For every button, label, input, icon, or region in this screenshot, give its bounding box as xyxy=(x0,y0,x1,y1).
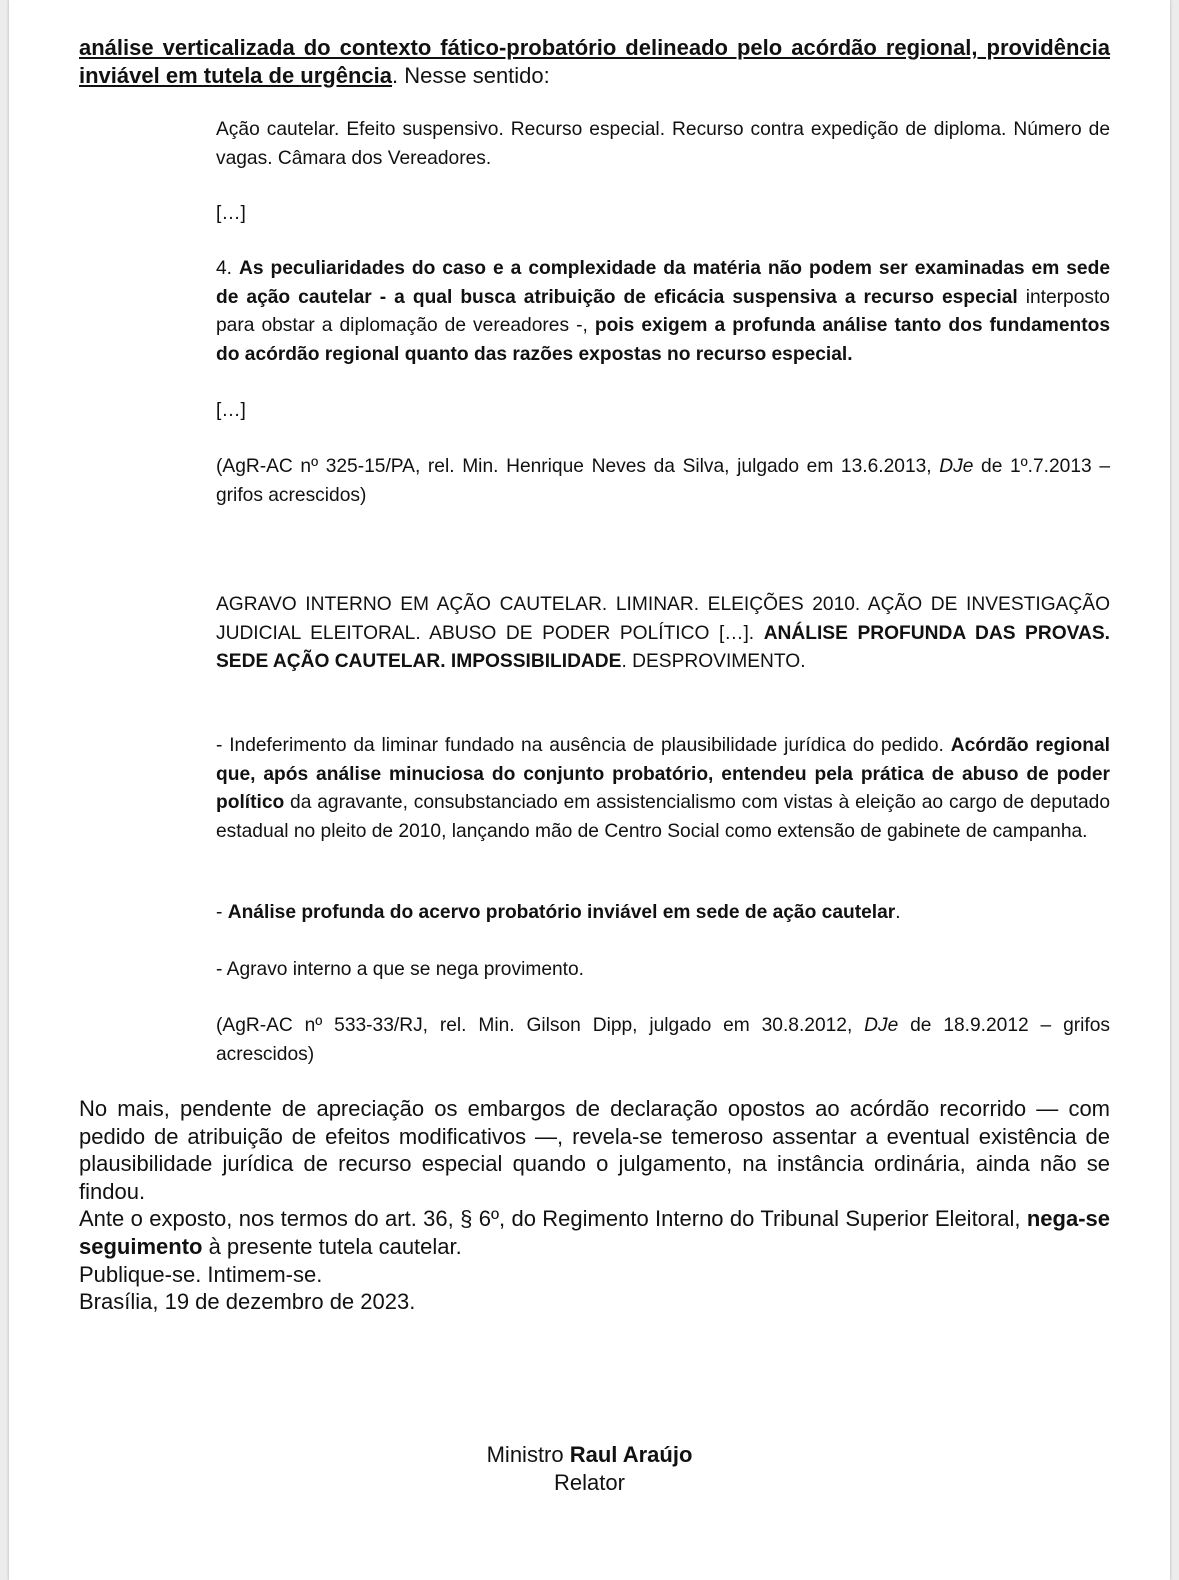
intro-underlined-text: análise verticalizada do contexto fático-probatório delineado pelo acórdão regional, providência inviável em tutela de urgência xyxy=(79,35,1110,88)
item-plain-text: interposto para obstar a diplomação de vereadores -, xyxy=(216,286,1110,337)
quote-1-ellipsis-2 xyxy=(216,397,1110,426)
p1-plain-text: - Indeferimento da liminar fundado na ausência de plausibilidade jurídica do pedido. xyxy=(216,735,951,756)
p3-text: - Agravo interno a que se nega provimento. xyxy=(216,959,584,980)
signature-role: Relator xyxy=(554,1470,625,1495)
quote-2-ementa xyxy=(216,591,1110,677)
quote-1-ementa-text: Ação cautelar. Efeito suspensivo. Recurso especial. Recurso contra expedição de diploma. Número de vagas. Câmara dos Vereadores. xyxy=(216,119,1110,169)
signature-name: Raul Araújo xyxy=(569,1442,693,1467)
closing-section xyxy=(79,1095,1110,1316)
closing-p2-bold: nega-se seguimento xyxy=(79,1206,1110,1259)
intro-tail-text: . Nesse sentido: xyxy=(392,62,550,88)
closing-p2-text-a: Ante o exposto, nos termos do art. 36, § 6º, do Regimento Interno do Tribunal Superior Eleitoral, xyxy=(79,1206,1027,1232)
item-bold-text-1: As peculiaridades do caso e a complexidade da matéria não podem ser examinadas em sede de ação cautelar - a qual busca atribuição de eficácia suspensiva a recurso especial xyxy=(216,258,1110,308)
p1-rest-text: da agravante, consubstanciado em assistencialismo com vistas à eleição ao cargo de deputado estadual no pleito de 2010, lançando mão de Centro Social como extensão de gabinete de campanha. xyxy=(216,792,1110,842)
citation-text-a: (AgR-AC nº 533-33/RJ, rel. Min. Gilson Dipp, julgado em 30.8.2012, xyxy=(216,1015,865,1036)
closing-paragraph-1: No mais, pendente de apreciação os embargos de declaração opostos ao acórdão recorrido — com pedido de atribuição de efeitos modificativos —, revela-se temeroso assentar a eventual existência de plausibilidade jurídica de recurso especial quando o julgamento, na instância ordinária, ainda não se findou. xyxy=(79,1096,1110,1204)
quote-2-paragraph-1 xyxy=(216,732,1110,846)
ementa-end-text: . DESPROVIMENTO. xyxy=(621,651,806,673)
ementa-bold-text: ANÁLISE PROFUNDA DAS PROVAS. SEDE AÇÃO CAUTELAR. IMPOSSIBILIDADE xyxy=(216,622,1110,673)
quote-1-item-4 xyxy=(216,255,1110,369)
citation-dje: DJe xyxy=(939,456,974,477)
closing-paragraph-3: Publique-se. Intimem-se. xyxy=(79,1261,323,1287)
ellipsis-text: […] xyxy=(216,400,246,421)
citation-dje: DJe xyxy=(864,1015,899,1036)
closing-paragraph-2 xyxy=(79,1205,1110,1260)
quote-2-paragraph-2 xyxy=(216,899,1110,928)
item-bold-text-2: pois exigem a profunda análise tanto dos fundamentos do acórdão regional quanto das razões expostas no recurso especial. xyxy=(216,315,1110,365)
quote-2-paragraph-3 xyxy=(216,956,1110,985)
quote-1-ellipsis-1 xyxy=(216,200,1110,229)
p2-dash: - xyxy=(216,902,228,923)
ellipsis-text: […] xyxy=(216,203,246,224)
item-number: 4. xyxy=(216,258,239,279)
citation-text-b: de 1º.7.2013 – grifos acrescidos) xyxy=(216,456,1110,506)
quote-1-citation xyxy=(216,453,1110,510)
p2-end: . xyxy=(895,902,901,923)
document-page xyxy=(9,0,1170,1580)
citation-text-b: de 18.9.2012 – grifos acrescidos) xyxy=(216,1015,1110,1065)
closing-date: Brasília, 19 de dezembro de 2023. xyxy=(79,1289,416,1315)
p2-bold-text: Análise profunda do acervo probatório inviável em sede de ação cautelar xyxy=(227,902,896,923)
closing-p2-text-b: à presente tutela cautelar. xyxy=(202,1233,462,1259)
quote-1-ementa xyxy=(216,116,1110,173)
quote-2-citation xyxy=(216,1012,1110,1069)
intro-paragraph xyxy=(79,34,1110,89)
ementa-plain-text: AGRAVO INTERNO EM AÇÃO CAUTELAR. LIMINAR. ELEIÇÕES 2010. AÇÃO DE INVESTIGAÇÃO JUDICIAL ELEITORAL. ABUSO DE PODER POLÍTICO […]. xyxy=(216,594,1110,644)
p1-bold-text: Acórdão regional que, após análise minuciosa do conjunto probatório, entendeu pela prática de abuso de poder político xyxy=(216,735,1111,814)
citation-text-a: (AgR-AC nº 325-15/PA, rel. Min. Henrique Neves da Silva, julgado em 13.6.2013, xyxy=(216,456,940,477)
signature-name-line xyxy=(9,1441,1170,1469)
signature-title: Ministro xyxy=(486,1442,570,1467)
